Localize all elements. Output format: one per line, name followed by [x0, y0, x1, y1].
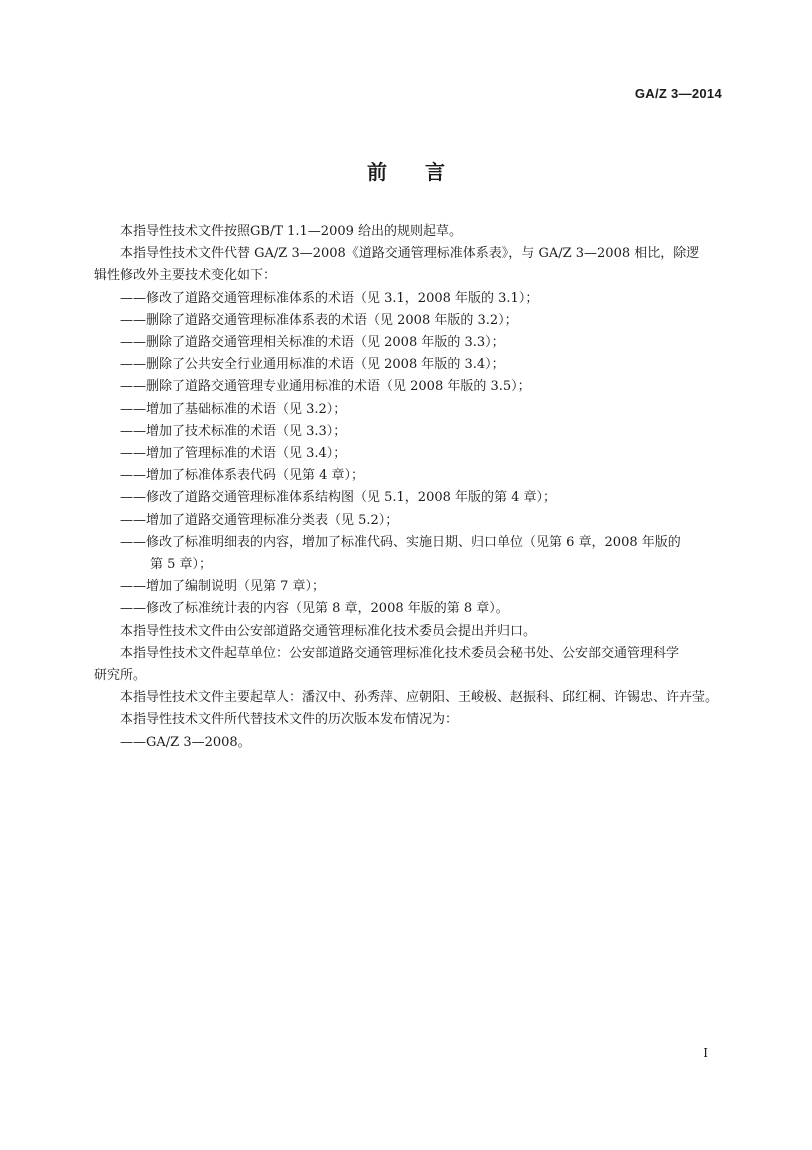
document-body	[0, 221, 812, 754]
paragraph: 本指导性技术文件起草单位：公安部道路交通管理标准化技术委员会秘书处、公安部交通管理科学	[120, 645, 680, 661]
page-title	[0, 156, 812, 185]
change-item: ——修改了道路交通管理标准体系结构图（见 5.1，2008 年版的第 4 章）；	[120, 490, 557, 506]
change-item: ——GA/Z 3—2008。	[120, 734, 251, 750]
paragraph: 本指导性技术文件代替 GA/Z 3—2008《道路交通管理标准体系表》，与 GA/Z 3—2008 相比，除逻	[120, 246, 700, 262]
change-item: ——删除了公共安全行业通用标准的术语（见 2008 年版的 3.4）；	[120, 357, 505, 373]
change-item: ——增加了编制说明（见第 7 章）；	[120, 579, 326, 595]
paragraph-continuation: 辑性修改外主要技术变化如下：	[94, 268, 277, 284]
change-item: ——修改了标准明细表的内容，增加了标准代码、实施日期、归口单位（见第 6 章，2008 年版的	[120, 534, 681, 550]
change-item: ——删除了道路交通管理专业通用标准的术语（见 2008 年版的 3.5）；	[120, 379, 531, 395]
title-char-1: 前	[367, 160, 387, 184]
change-item: ——增加了基础标准的术语（见 3.2）；	[120, 401, 347, 417]
paragraph: 本指导性技术文件主要起草人：潘汉中、孙秀萍、应朝阳、王峻极、赵振科、邱红桐、许锡忠、许卉莹。	[120, 690, 719, 706]
change-item: ——删除了道路交通管理标准体系表的术语（见 2008 年版的 3.2）；	[120, 312, 518, 328]
change-item-continuation: 第 5 章）；	[150, 557, 213, 573]
change-item: ——删除了道路交通管理相关标准的术语（见 2008 年版的 3.3）；	[120, 335, 505, 351]
change-item: ——修改了道路交通管理标准体系的术语（见 3.1，2008 年版的 3.1）；	[120, 290, 539, 306]
paragraph: 本指导性技术文件由公安部道路交通管理标准化技术委员会提出并归口。	[120, 623, 537, 639]
paragraph: 本指导性技术文件所代替技术文件的历次版本发布情况为：	[120, 712, 459, 728]
change-item: ——增加了标准体系表代码（见第 4 章）；	[120, 468, 365, 484]
change-item: ——增加了道路交通管理标准分类表（见 5.2）；	[120, 512, 399, 528]
paragraph: 本指导性技术文件按照GB/T 1.1—2009 给出的规则起草。	[120, 224, 463, 239]
paragraph-continuation: 研究所。	[94, 668, 147, 684]
page-number: I	[703, 1046, 708, 1060]
title-char-2: 言	[425, 160, 445, 184]
change-item: ——增加了技术标准的术语（见 3.3）；	[120, 423, 347, 439]
change-item: ——修改了标准统计表的内容（见第 8 章，2008 年版的第 8 章）。	[120, 601, 509, 617]
standard-code: GA/Z 3—2014	[634, 86, 722, 101]
change-item: ——增加了管理标准的术语（见 3.4）；	[120, 446, 347, 462]
